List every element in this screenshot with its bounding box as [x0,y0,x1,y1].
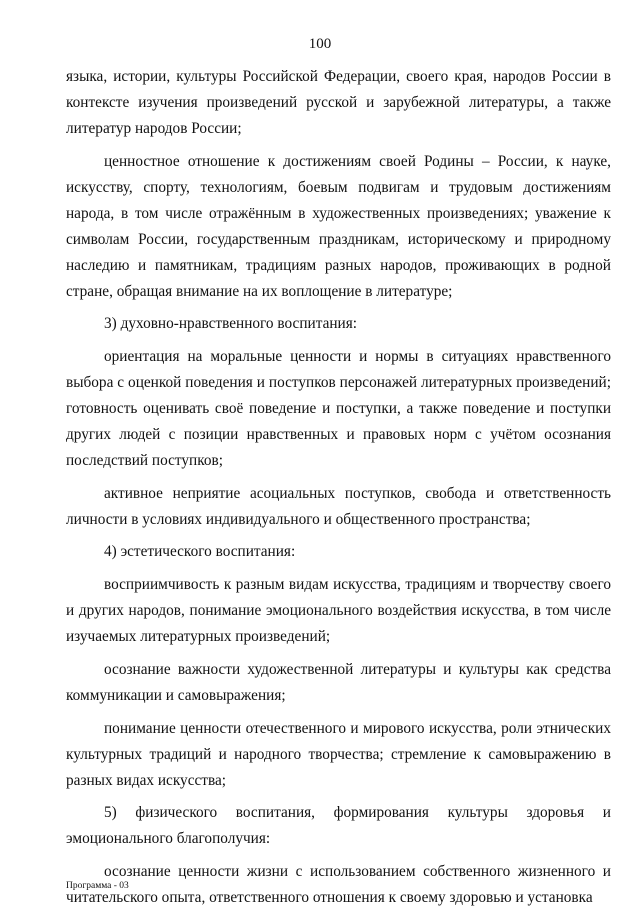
paragraph-5: активное неприятие асоциальных поступков, свобода и ответственность личности в условиях индивидуального и общественного пространства; [66,484,611,528]
document-body [66,64,611,918]
paragraph-1: языка, истории, культуры Российской Федерации, своего края, народов России в контексте изучения произведений русской и зарубежной литературы, а также литератур народов России; [66,68,611,137]
paragraph-8: осознание важности художественной литературы и культуры как средства коммуникации и самовыражения; [66,660,611,704]
footer-label: Программа - 03 [66,881,129,891]
paragraph-9: понимание ценности отечественного и мирового искусства, роли этнических культурных традиций и народного творчества; стремление к самовыражению в разных видах искусства; [66,719,611,789]
paragraph-2: ценностное отношение к достижениям своей Родины – России, к науке, искусству, спорту, технологиям, боевым подвигам и трудовым достижениям народа, в том числе отражённым в художественных произведениях; уважение к символам России, государственным праздникам, историческому и природному наследию и памятникам, традициям разных народов, проживающих в родной стране, обращая внимание на их воплощение в литературе; [66,152,611,300]
section-heading-5: 5) физического воспитания, формирования культуры здоровья и эмоционального благополучия: [66,804,611,848]
section-heading-4: 4) эстетического воспитания: [104,543,296,561]
paragraph-7: восприимчивость к разным видам искусства, традициям и творчеству своего и других народов, понимание эмоционального воздействия искусства, в том числе изучаемых литературных произведений; [66,576,611,646]
paragraph-4: ориентация на моральные ценности и нормы в ситуациях нравственного выбора с оценкой поведения и поступков персонажей литературных произведений; готовность оценивать своё поведение и поступки, а также поведение и поступки других людей с позиции нравственных и правовых норм с учётом осознания последствий поступков; [66,348,611,470]
paragraph-11: осознание ценности жизни с использованием собственного жизненного и читательского опыта, ответственного отношения к своему здоровью и установка [66,862,611,906]
section-heading-3: 3) духовно-нравственного воспитания: [104,315,358,333]
page-number: 100 [308,36,332,52]
